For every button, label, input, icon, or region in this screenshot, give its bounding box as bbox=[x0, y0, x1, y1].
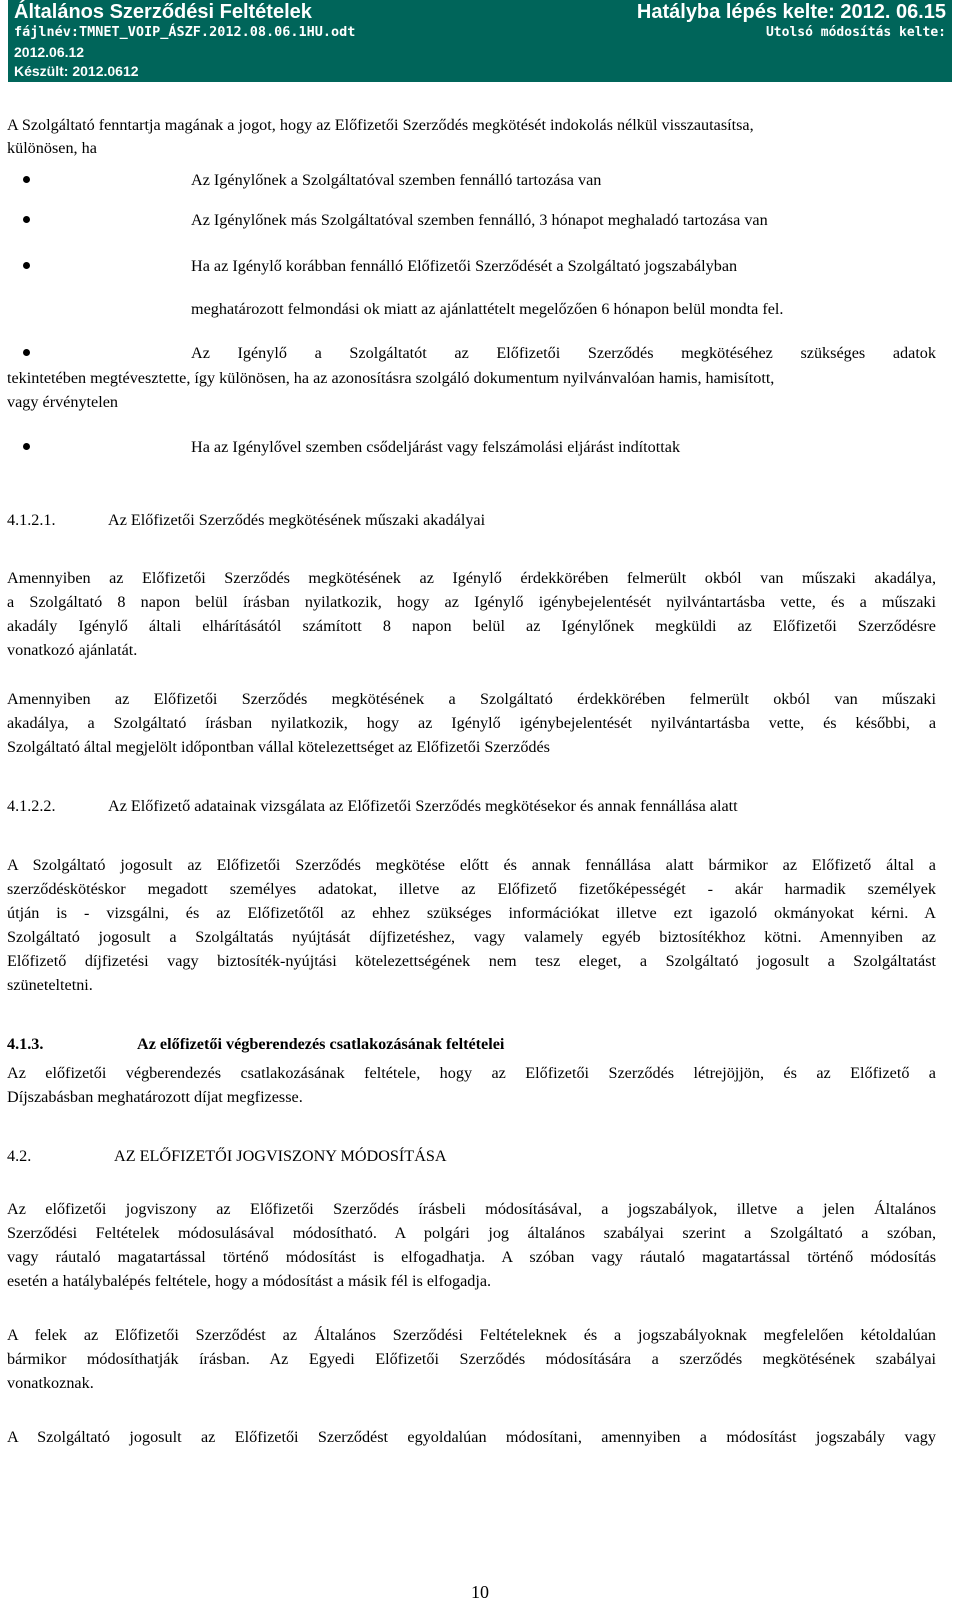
header-created: Készült: 2012.0612 bbox=[14, 63, 139, 79]
section-title: AZ ELŐFIZETŐI JOGVISZONY MÓDOSÍTÁSA bbox=[114, 1147, 447, 1165]
paragraph-line: szerződéskötéskor megadott személyes adatokat, illetve az Előfizető fizetőképességét - akár harmadik személyek bbox=[7, 880, 936, 898]
paragraph-line: A felek az Előfizetői Szerződést az Általános Szerződési Feltételeknek és a jogszabályoknak megfelelően kétoldalúan bbox=[7, 1326, 936, 1344]
list-item: Az Igénylőnek a Szolgáltatóval szemben fennálló tartozása van bbox=[191, 171, 602, 189]
paragraph-line: vonatkoznak. bbox=[7, 1374, 94, 1392]
paragraph-line: Szolgáltató által megjelölt időpontban vállal kötelezettséget az Előfizetői Szerződés bbox=[7, 738, 550, 756]
paragraph-line: esetén a hatálybalépés feltétele, hogy a módosítást a másik fél is elfogadja. bbox=[7, 1272, 492, 1290]
paragraph-line: Szolgáltató jogosult a Szolgáltatás nyújtását díjfizetéshez, vagy valamely egyéb biztosítékhoz kötni. Amennyiben az bbox=[7, 928, 936, 946]
list-item: tekintetében megtévesztette, így különösen, ha az azonosításra szolgáló dokumentum nyilvánvalóan hamis, hamisított, bbox=[7, 369, 775, 387]
paragraph-line: Előfizető díjfizetési vagy biztosíték-nyújtási kötelezettségének nem tesz eleget, a Szolgáltató jogosult a Szolgáltatást bbox=[7, 952, 936, 970]
paragraph-line: Amennyiben az Előfizetői Szerződés megkötésének a Szolgáltató érdekkörében felmerült okból van műszaki bbox=[7, 690, 936, 708]
header-last-modified: Utolsó módosítás kelte: bbox=[765, 25, 946, 40]
section-title: Az Előfizető adatainak vizsgálata az Előfizetői Szerződés megkötésekor és annak fennállása alatt bbox=[108, 797, 738, 815]
list-item: Az Igénylő a Szolgáltatót az Előfizetői Szerződés megkötéséhez szükséges adatok bbox=[191, 344, 936, 362]
bullet-icon bbox=[23, 262, 30, 269]
bullet-icon bbox=[23, 216, 30, 223]
intro-line: különösen, ha bbox=[7, 139, 97, 157]
section-number: 4.1.2.1. bbox=[7, 511, 56, 529]
paragraph-line: bármikor módosíthatják írásban. Az Egyedi Előfizetői Szerződés módosítására a szerződés megkötésének szabályai bbox=[7, 1350, 936, 1368]
header-date: 2012.06.12 bbox=[14, 44, 85, 60]
paragraph-line: Amennyiben az Előfizetői Szerződés megkötésének az Igénylő érdekkörében felmerült okból van műszaki akadálya, bbox=[7, 569, 936, 587]
header-effective-date: Hatályba lépés kelte: 2012. 06.15 bbox=[636, 1, 946, 23]
paragraph-line: a Szolgáltató 8 napon belül írásban nyilatkozik, hogy az Igénylő igénybejelentését nyilvántartásba vette, és a műszaki bbox=[7, 593, 936, 611]
paragraph-line: szüneteltetni. bbox=[7, 976, 93, 994]
section-title: Az előfizetői végberendezés csatlakozásának feltételei bbox=[137, 1035, 505, 1053]
paragraph-line: vonatkozó ajánlatát. bbox=[7, 641, 138, 659]
paragraph-line: Az előfizetői jogviszony az Előfizetői Szerződés írásbeli módosításával, a jogszabályok, illetve a jelen Általános bbox=[7, 1200, 936, 1218]
intro-line: A Szolgáltató fenntartja magának a jogot, hogy az Előfizetői Szerződés megkötését indokolás nélkül visszautasítsa, bbox=[7, 116, 754, 134]
paragraph-line: útján is - vizsgálni, és az Előfizetőtől az ehhez szükséges információkat illetve ezt igazoló okmányokat kérni. A bbox=[7, 904, 936, 922]
header-title: Általános Szerződési Feltételek bbox=[14, 1, 312, 23]
page-number: 10 bbox=[471, 1582, 489, 1602]
list-item: Ha az Igénylővel szemben csődeljárást vagy felszámolási eljárást indítottak bbox=[191, 438, 681, 456]
section-number: 4.1.2.2. bbox=[7, 797, 56, 815]
bullet-icon bbox=[23, 176, 30, 183]
paragraph-line: vagy ráutaló magatartással történő módosítást is elfogadhatja. A szóban vagy ráutaló magatartással történő módosítás bbox=[7, 1248, 936, 1266]
paragraph-line: Szerződési Feltételek módosulásával módosítható. A polgári jog általános szabályai szerint a Szolgáltató a szóban, bbox=[7, 1224, 936, 1242]
header-filename: fájlnév:TMNET_VOIP_ÁSZF.2012.08.06.1HU.odt bbox=[14, 24, 356, 40]
paragraph-line: akadály Igénylő általi elhárításától számított 8 napon belül az Igénylőnek megküldi az Előfizetői Szerződésre bbox=[7, 617, 936, 635]
section-title: Az Előfizetői Szerződés megkötésének műszaki akadályai bbox=[108, 511, 486, 529]
section-number: 4.1.3. bbox=[7, 1035, 44, 1053]
paragraph-line: A Szolgáltató jogosult az Előfizetői Szerződést egyoldalúan módosítani, amennyiben a módosítást jogszabály vagy bbox=[7, 1428, 936, 1446]
paragraph-line: akadálya, a Szolgáltató írásban nyilatkozik, hogy az Igénylő igénybejelentését nyilvántartásba vette, és későbbi, a bbox=[7, 714, 936, 732]
bullet-icon bbox=[23, 349, 30, 356]
list-item: vagy érvénytelen bbox=[7, 393, 119, 411]
list-item: Az Igénylőnek más Szolgáltatóval szemben fennálló, 3 hónapot meghaladó tartozása van bbox=[191, 211, 768, 229]
list-item: Ha az Igénylő korábban fennálló Előfizetői Szerződését a Szolgáltató jogszabályban bbox=[191, 257, 738, 275]
document-header bbox=[8, 0, 952, 82]
list-item: meghatározott felmondási ok miatt az ajánlattételt megelőzően 6 hónapon belül mondta fel. bbox=[191, 300, 784, 318]
paragraph-line: A Szolgáltató jogosult az Előfizetői Szerződés megkötése előtt és annak fennállása alatt bármikor az Előfizető által a bbox=[7, 856, 936, 874]
paragraph-line: Az előfizetői végberendezés csatlakozásának feltétele, hogy az Előfizetői Szerződés létrejöjjön, és az Előfizető a bbox=[7, 1064, 936, 1082]
section-number: 4.2. bbox=[7, 1147, 32, 1165]
bullet-icon bbox=[23, 443, 30, 450]
paragraph-line: Díjszabásban meghatározott díjat megfizesse. bbox=[7, 1088, 303, 1106]
